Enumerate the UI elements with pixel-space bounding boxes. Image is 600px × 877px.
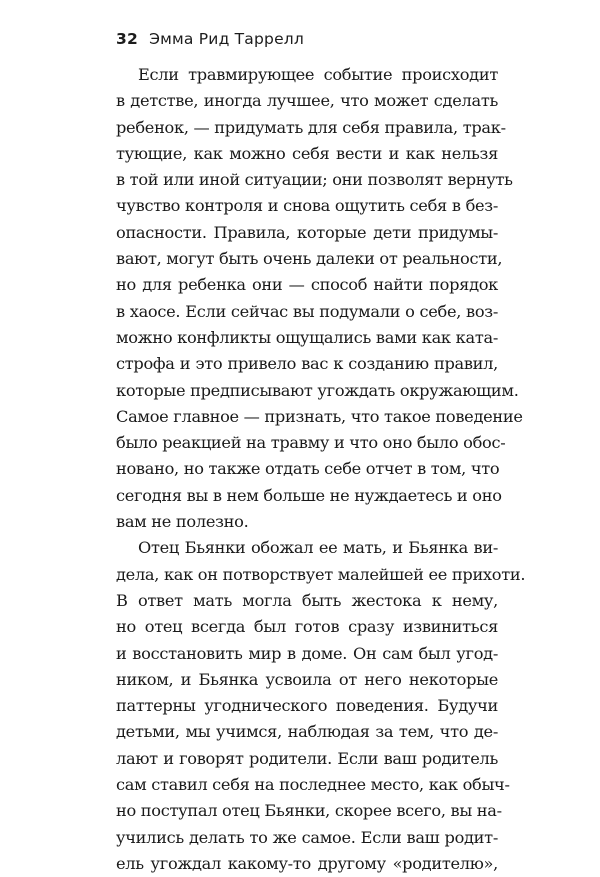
text-line: В ответ мать могла быть жестока к нему, — [116, 590, 498, 610]
text-line: но поступал отец Бьянки, скорее всего, вы на- — [116, 801, 502, 821]
text-line: детьми, мы учимся, наблюдая за тем, что де- — [116, 722, 498, 742]
text-line: учились делать то же самое. Если ваш родит- — [116, 827, 498, 847]
text-line: опасности. Правила, которые дети придумы- — [116, 222, 498, 242]
text-line: в хаосе. Если сейчас вы подумали о себе, воз- — [116, 301, 498, 321]
running-head — [116, 30, 304, 48]
text-line: лают и говорят родители. Если ваш родитель — [116, 748, 498, 768]
text-line: паттерны угоднического поведения. Будучи — [116, 696, 498, 716]
text-line: тующие, как можно себя вести и как нельзя — [116, 143, 498, 163]
text-line: строфа и это привело вас к созданию правил, — [116, 354, 498, 374]
text-line: Если травмирующее событие происходит — [138, 65, 498, 84]
text-line: дела, как он потворствует малейшей ее прихоти. — [116, 564, 526, 584]
body-text — [116, 62, 526, 877]
text-line: Отец Бьянки обожал ее мать, и Бьянка ви- — [138, 538, 498, 558]
text-line: вам не полезно. — [116, 512, 249, 532]
text-line: ником, и Бьянка усвоила от него некоторые — [116, 669, 498, 689]
text-line: но отец всегда был готов сразу извиниться — [116, 617, 498, 637]
text-line: сегодня вы в нем больше не нуждаетесь и оно — [116, 485, 502, 505]
author-name: Эмма Рид Таррелл — [149, 30, 305, 48]
text-line: новано, но также отдать себе отчет в том, что — [116, 459, 500, 479]
text-line: Самое главное — признать, что такое поведение — [116, 406, 523, 426]
text-line: было реакцией на травму и что оно было обос- — [116, 433, 506, 453]
text-line: вают, могут быть очень далеки от реальности, — [116, 249, 503, 269]
text-line: и восстановить мир в доме. Он сам был угод- — [116, 643, 498, 663]
page-number: 32 — [116, 30, 138, 48]
paragraph-2 — [116, 535, 526, 877]
text-line: в детстве, иногда лучшее, что может сделать — [116, 91, 498, 111]
text-line: в той или иной ситуации; они позволят вернуть — [116, 170, 513, 190]
text-line: можно конфликты ощущались вами как ката- — [116, 327, 498, 347]
text-line: которые предписывают угождать окружающим. — [116, 380, 519, 400]
text-line: чувство контроля и снова ощутить себя в без- — [116, 196, 498, 216]
paragraph-1 — [116, 62, 523, 535]
text-line: сам ставил себя на последнее место, как обыч- — [116, 775, 510, 795]
text-line: ребенок, — придумать для себя правила, трак- — [116, 117, 506, 137]
text-line: но для ребенка они — способ найти порядок — [116, 275, 498, 295]
text-line: ель угождал какому-то другому «родителю», — [116, 853, 498, 873]
